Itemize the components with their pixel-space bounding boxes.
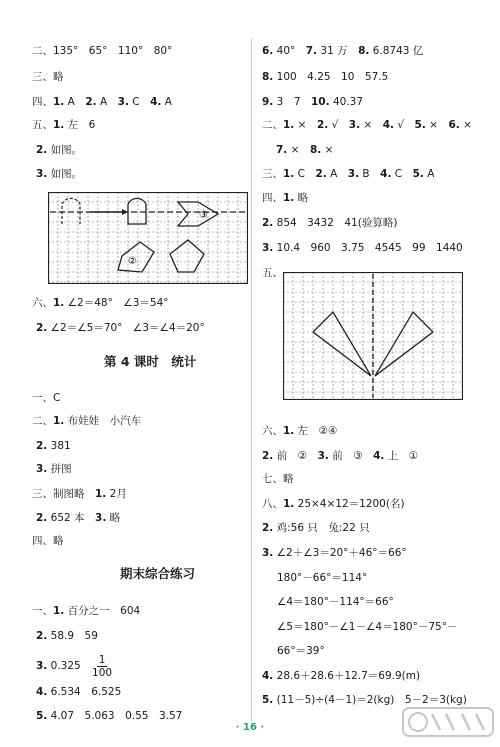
shape-label-3: ③ [199, 210, 208, 221]
answer-text: 鸡:56 只 兔:22 只 [273, 522, 370, 534]
answer-number: 4. [36, 686, 48, 698]
answer-text: A [64, 96, 86, 108]
answer-line [32, 534, 64, 548]
answer-number: 2. [36, 630, 48, 642]
answer-text: 0.325 [47, 660, 81, 672]
answer-number: 2. [316, 119, 329, 131]
fraction [92, 654, 112, 679]
answer-text: 布娃娃 小汽车 [64, 415, 142, 427]
answer-text: 六、 [32, 297, 53, 309]
answer-text: 前 ② [273, 450, 318, 462]
answer-text: 40.37 [329, 96, 364, 108]
answer-line [276, 143, 333, 157]
answer-number: 1. [283, 425, 295, 437]
answer-number: 1. [53, 297, 65, 309]
answer-number: 5. [262, 694, 274, 706]
answer-number: 2. [85, 96, 97, 108]
figure-grid-shapes [48, 192, 248, 284]
watermark-logo [402, 702, 494, 742]
answer-text: 一、C [32, 392, 61, 404]
answer-line-fraction [36, 652, 112, 680]
answer-text: 五、 [32, 119, 53, 131]
answer-number: 2. [262, 522, 274, 534]
answer-line [36, 462, 72, 476]
answer-number: 5. [36, 710, 48, 722]
answer-line [32, 414, 141, 428]
figure-symmetry-grid [283, 272, 463, 400]
answer-number: 9. [262, 96, 274, 108]
answer-text: 二、 [262, 119, 283, 131]
answer-text: 4.07 5.063 0.55 3.57 [47, 710, 183, 722]
answer-number: 4. [150, 96, 162, 108]
answer-text: √ [394, 119, 415, 131]
answer-text: × [287, 144, 310, 156]
answer-line [277, 620, 457, 634]
answer-text: 五、 [262, 267, 283, 279]
answer-line [277, 644, 325, 658]
answer-text: ∠2＝48° ∠3＝54° [64, 297, 169, 309]
answer-number: 8. [358, 45, 370, 57]
answer-text: 6.534 6.525 [47, 686, 122, 698]
answer-number: 4. [262, 670, 274, 682]
answer-text: A [96, 96, 118, 108]
answer-text: 25×4×12＝1200(名) [294, 498, 405, 510]
answer-line [262, 472, 294, 486]
answer-number: 2. [36, 440, 48, 452]
answer-text: 略 [106, 512, 121, 524]
section-heading-final-practice: 期末综合练习 [120, 566, 196, 581]
answer-text: 100 4.25 10 57.5 [273, 71, 389, 83]
answer-text: C [391, 168, 413, 180]
fraction-numerator: 1 [98, 653, 106, 666]
answer-number: 2. [36, 144, 48, 156]
answer-line [32, 95, 172, 109]
answer-number: 4. [380, 168, 392, 180]
answer-text: (11－5)÷(4－1)＝2(kg) 5－2＝3(kg) [273, 694, 467, 706]
answer-number: 1. [53, 96, 65, 108]
answer-text: 三、制图略 [32, 488, 95, 500]
answer-line [262, 167, 434, 181]
answer-line [36, 511, 120, 525]
answer-line [262, 118, 472, 132]
answer-line [36, 143, 82, 157]
answer-line [262, 191, 308, 205]
answer-number: 3. [95, 512, 107, 524]
column-divider [251, 38, 252, 728]
answer-number: 5. [414, 119, 426, 131]
answer-text: × [294, 119, 317, 131]
answer-text: 八、 [262, 498, 283, 510]
answer-number: 5. [412, 168, 424, 180]
answer-number: 1. [283, 119, 295, 131]
answer-number: 1. [53, 605, 65, 617]
answer-line [262, 546, 407, 560]
answer-text: 上 ① [384, 450, 419, 462]
answer-number: 3. [262, 242, 274, 254]
answer-line [36, 709, 182, 723]
answer-line [36, 629, 98, 643]
answer-number: 1. [53, 119, 65, 131]
answer-text: 如图。 [47, 144, 83, 156]
answer-line [277, 571, 367, 585]
answer-number: 6. [448, 119, 460, 131]
right-kite-shape [375, 312, 433, 376]
answer-number: 3. [36, 168, 48, 180]
answer-text: ∠2＝∠5＝70° ∠3＝∠4＝20° [47, 322, 205, 334]
answer-line [262, 266, 283, 280]
answer-text: C [128, 96, 151, 108]
answer-text: 一、 [32, 605, 53, 617]
answer-text: 854 3432 41(验算略) [273, 217, 398, 229]
answer-line [36, 167, 82, 181]
answer-number: 2. [36, 322, 48, 334]
answer-number: 1. [53, 415, 65, 427]
answer-number: 1. [95, 488, 107, 500]
answer-text: 58.9 59 [47, 630, 98, 642]
answer-text: × [360, 119, 383, 131]
answer-text: 四、 [32, 96, 53, 108]
answer-line [36, 685, 121, 699]
answer-text: B [359, 168, 381, 180]
answer-line [262, 216, 397, 230]
answer-number: 3. [347, 168, 360, 180]
answer-text: 652 本 [47, 512, 96, 524]
answer-line [32, 391, 60, 405]
answer-text: 拼图 [47, 463, 72, 475]
shape-label-2: ② [128, 256, 137, 267]
answer-number: 4. [373, 450, 385, 462]
answer-text: 6.8743 亿 [369, 45, 424, 57]
answer-line [262, 669, 420, 683]
answer-text: 四、略 [32, 535, 64, 547]
page-number: · 16 · [235, 722, 265, 733]
answer-text: 略 [294, 192, 309, 204]
answer-text: 二、 [32, 415, 53, 427]
answer-line [262, 95, 363, 109]
answer-number: 1. [283, 192, 295, 204]
answer-text: 前 ③ [328, 450, 374, 462]
answer-text: × [321, 144, 334, 156]
answer-number: 3. [117, 96, 129, 108]
answer-text: A [326, 168, 348, 180]
answer-text: ∠2＋∠3＝20°＋46°＝66° [273, 547, 407, 559]
answer-text: √ [328, 119, 349, 131]
answer-number: 2. [262, 450, 274, 462]
answer-number: 3. [36, 463, 48, 475]
answer-line [32, 487, 127, 501]
answer-text: 10.4 960 3.75 4545 99 1440 [273, 242, 463, 254]
answer-line [262, 424, 337, 438]
answer-text: ∠5＝180°－∠1－∠4＝180°－75°－ [277, 621, 458, 633]
answer-text: 二、135° 65° 110° 80° [32, 45, 173, 57]
answer-line [262, 70, 388, 84]
section-heading-lesson4: 第 4 课时 统计 [104, 354, 197, 369]
answer-number: 10. [311, 96, 330, 108]
answer-number: 3. [317, 450, 329, 462]
answer-number: 2. [262, 217, 274, 229]
answer-text: 3 7 [273, 96, 311, 108]
answer-line [262, 521, 370, 535]
answer-number: 4. [382, 119, 394, 131]
left-kite-shape [313, 312, 371, 376]
answer-number: 2. [315, 168, 327, 180]
answer-line [32, 70, 64, 84]
answer-line [277, 595, 394, 609]
grid-lines [48, 192, 248, 284]
answer-line [262, 449, 418, 463]
answer-text: 381 [47, 440, 71, 452]
kite-shape [170, 240, 204, 272]
answer-text: C [294, 168, 316, 180]
answer-line [262, 497, 405, 511]
answer-line [262, 241, 463, 255]
answer-text: 2月 [106, 488, 127, 500]
answer-text: × [459, 119, 472, 131]
answer-text: 六、 [262, 425, 283, 437]
answer-line [262, 44, 423, 58]
answer-number: 6. [262, 45, 274, 57]
answer-line [32, 118, 95, 132]
answer-text: × [425, 119, 449, 131]
answer-number: 8. [309, 144, 322, 156]
answer-text: 28.6＋28.6＋12.7＝69.9(m) [273, 670, 421, 682]
answer-number: 7. [305, 45, 318, 57]
answer-text: A [423, 168, 435, 180]
answer-line [32, 296, 169, 310]
answer-text: 左 ②④ [294, 425, 338, 437]
answer-text: 四、 [262, 192, 283, 204]
answer-number: 1. [283, 168, 295, 180]
answer-line [36, 321, 205, 335]
answer-line [36, 439, 71, 453]
answer-text: 31 万 [317, 45, 359, 57]
answer-number: 3. [36, 660, 48, 672]
fraction-denominator: 100 [92, 666, 113, 679]
answer-text: A [161, 96, 172, 108]
answer-number: 7. [276, 144, 288, 156]
answer-number: 2. [36, 512, 48, 524]
answer-line [32, 604, 140, 618]
answer-text: 40° [273, 45, 306, 57]
answer-text: 七、略 [262, 473, 294, 485]
answer-text: 百分之一 604 [64, 605, 141, 617]
answer-text: 三、略 [32, 71, 64, 83]
answer-number: 8. [262, 71, 274, 83]
answer-text: 66°＝39° [277, 645, 325, 657]
answer-number: 3. [348, 119, 361, 131]
answer-text: 左 6 [64, 119, 96, 131]
answer-text: 180°－66°＝114° [277, 572, 368, 584]
answer-line [32, 44, 172, 58]
answer-text: 如图。 [47, 168, 83, 180]
answer-text: ∠4＝180°－114°＝66° [277, 596, 394, 608]
answer-number: 3. [262, 547, 274, 559]
answer-text: 三、 [262, 168, 283, 180]
answer-number: 1. [283, 498, 295, 510]
